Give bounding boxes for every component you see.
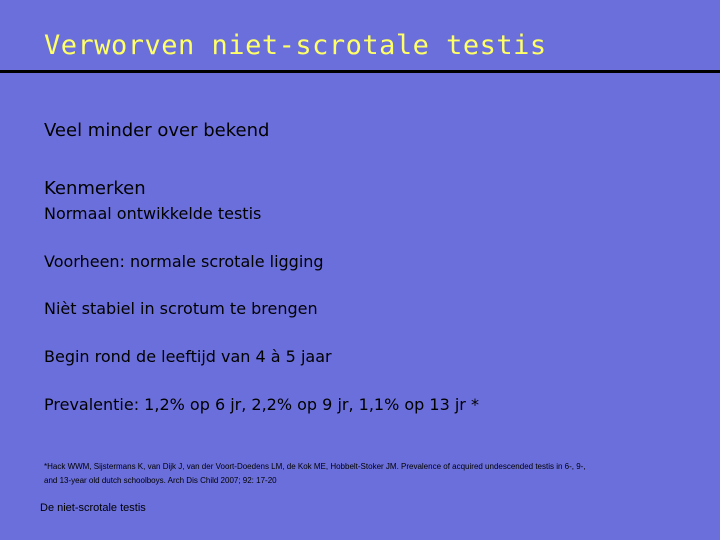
- reference-line: and 13-year old dutch schoolboys. Arch Dis Child 2007; 92: 17-20: [44, 476, 277, 485]
- subheading: Kenmerken: [44, 178, 146, 199]
- bullet-item: Voorheen: normale scrotale ligging: [44, 252, 324, 271]
- bullet-item: Begin rond de leeftijd van 4 à 5 jaar: [44, 347, 332, 366]
- bullet-item: Nièt stabiel in scrotum te brengen: [44, 299, 318, 318]
- title-divider: [0, 70, 720, 73]
- slide-footer: De niet-scrotale testis: [40, 502, 146, 514]
- intro-text: Veel minder over bekend: [44, 120, 270, 141]
- bullet-item: Normaal ontwikkelde testis: [44, 204, 262, 223]
- slide-title: Verworven niet-scrotale testis: [44, 30, 547, 61]
- bullet-item: Prevalentie: 1,2% op 6 jr, 2,2% op 9 jr, 1,1% op 13 jr *: [44, 395, 479, 414]
- reference-line: *Hack WWM, Sijstermans K, van Dijk J, van der Voort-Doedens LM, de Kok ME, Hobbelt-Stoker JM. Prevalence of acquired undescended testis in 6-, 9-,: [44, 462, 586, 471]
